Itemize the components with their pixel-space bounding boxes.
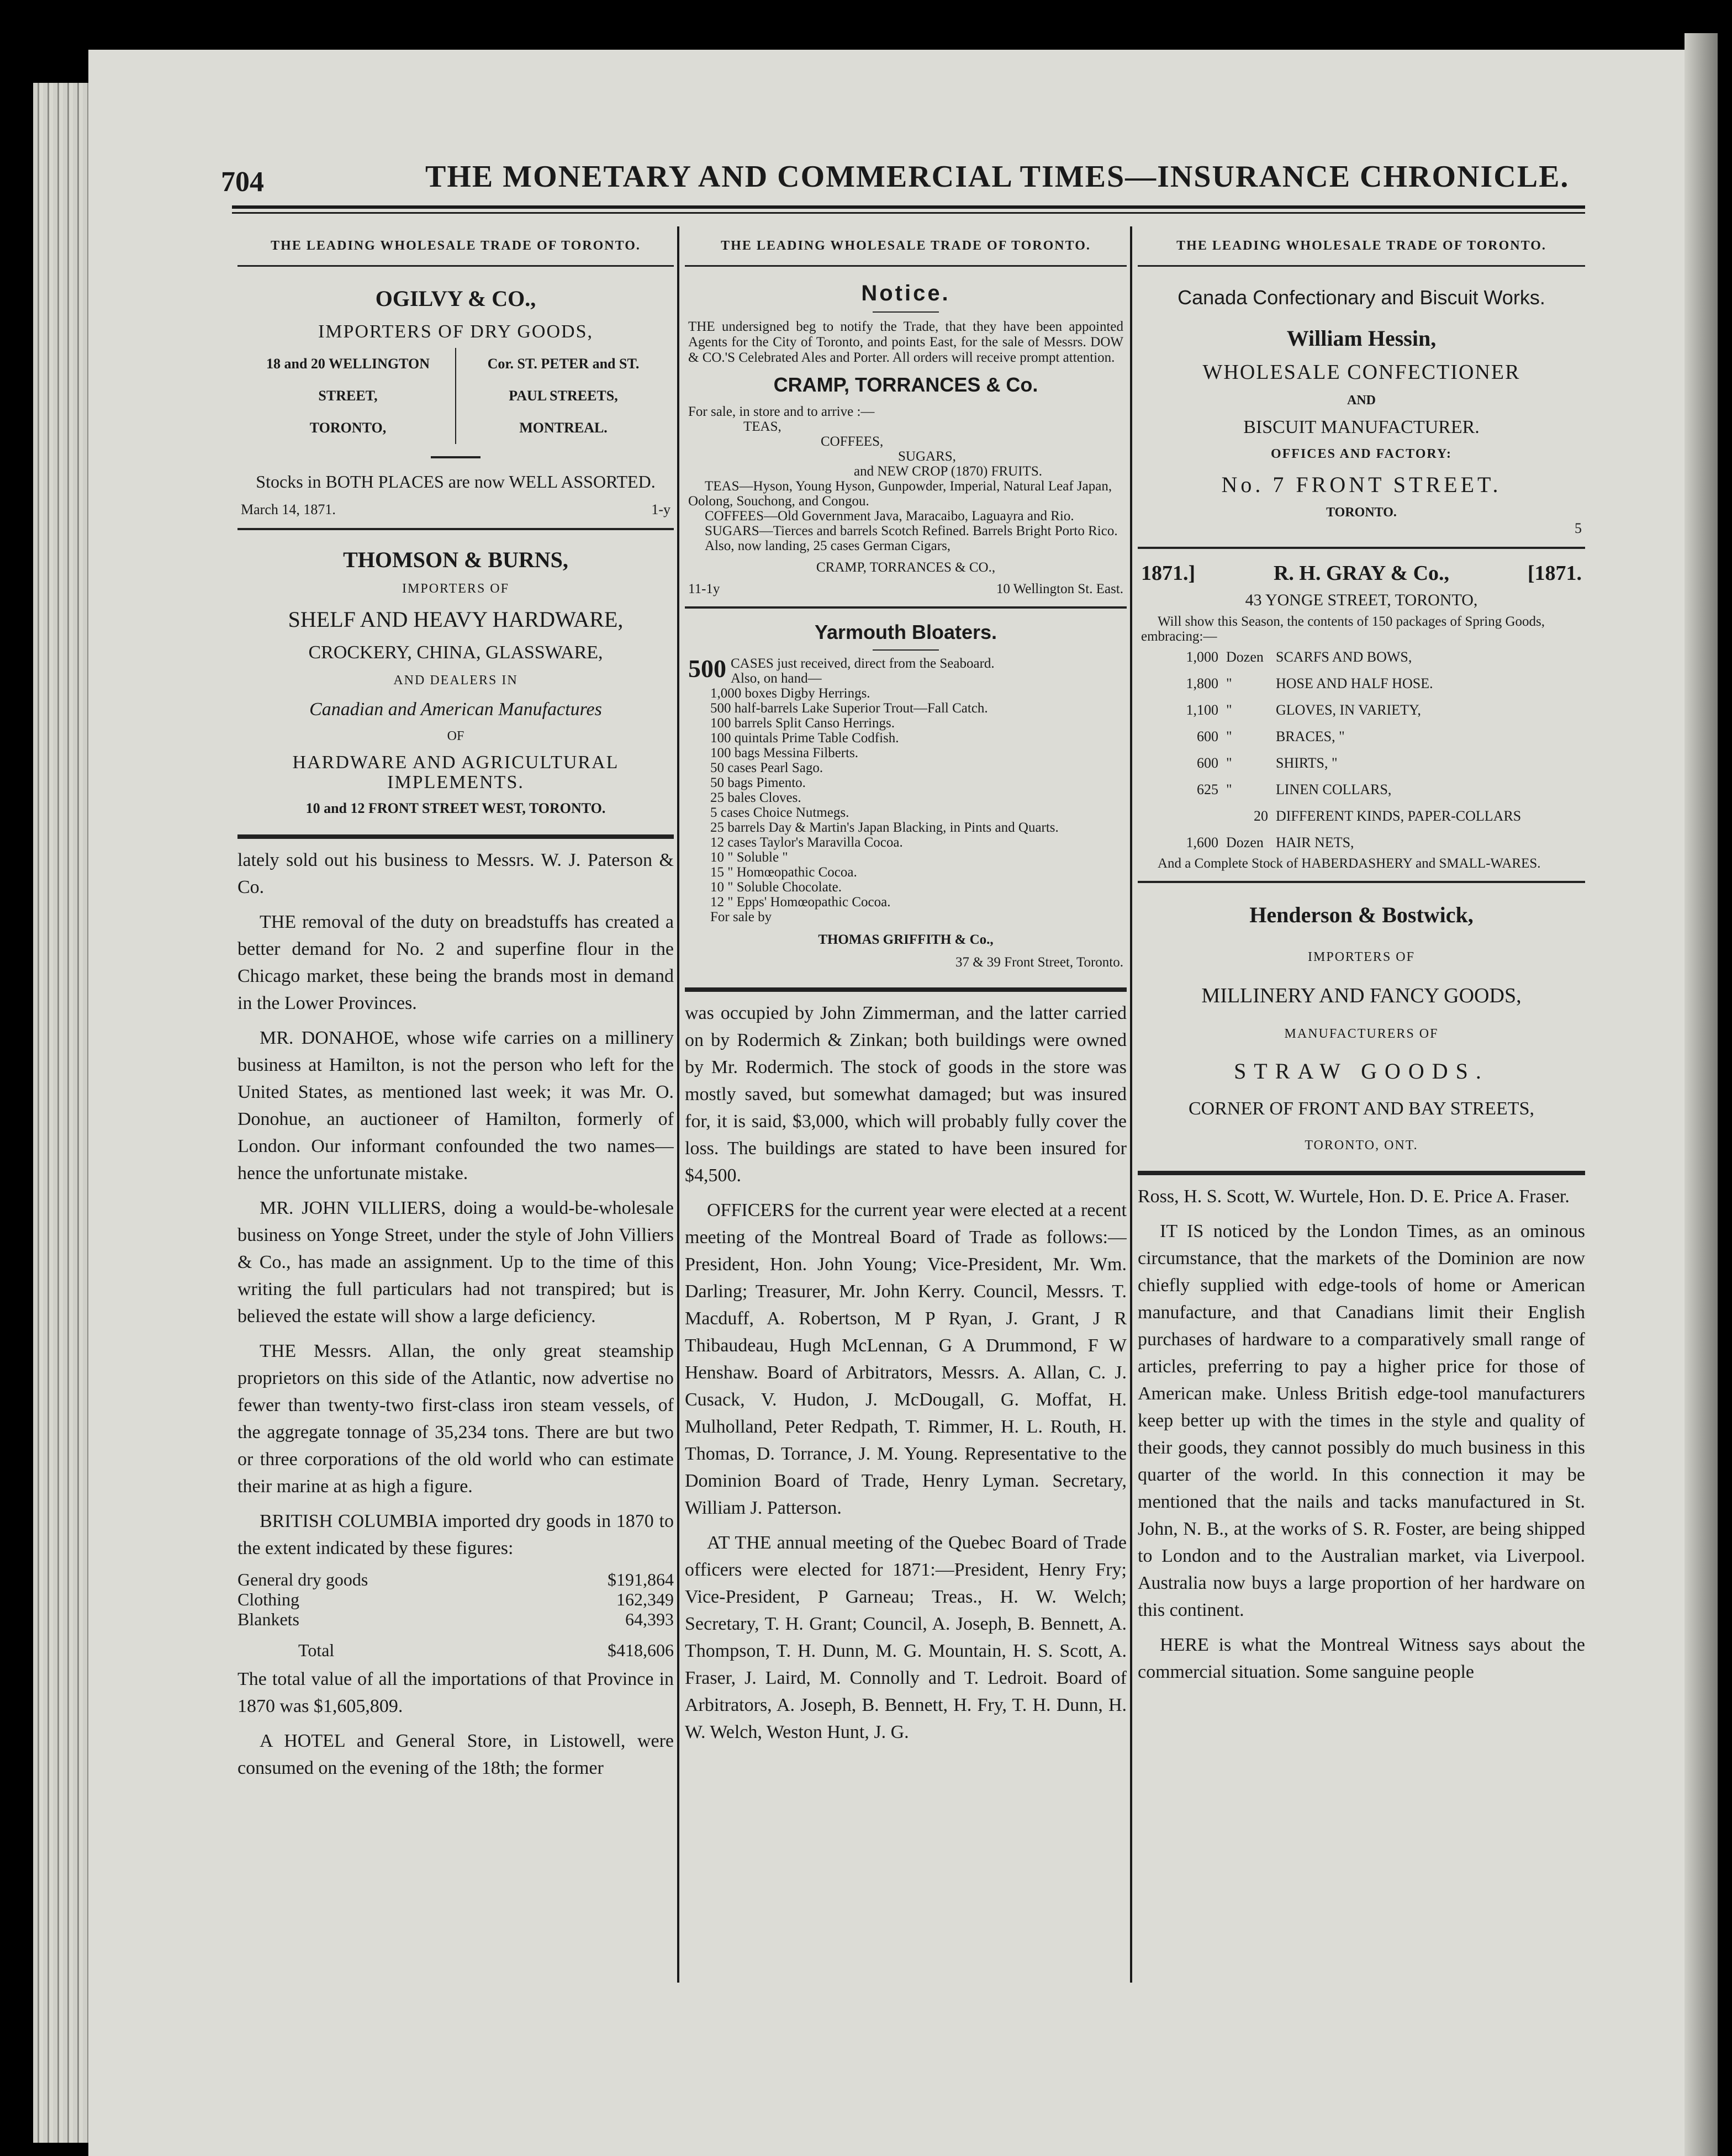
- imports-total-value: $418,606: [608, 1640, 674, 1660]
- bloaters-items-more: [688, 686, 1123, 924]
- hessin-code: 5: [1575, 520, 1582, 536]
- paragraph: lately sold out his business to Messrs. W. J. Paterson & Co.: [237, 850, 674, 897]
- list-item: 10 " Soluble ": [710, 850, 788, 865]
- address-line: Cor. ST. PETER and ST.: [487, 356, 640, 372]
- item-name: SCARFS AND BOWS,: [1276, 649, 1412, 665]
- gray-address: 43 YONGE STREET, TORONTO,: [1245, 591, 1478, 609]
- news-column-left-closing: [237, 1666, 674, 1782]
- list-item: 15 " Homœopathic Cocoa.: [710, 865, 857, 880]
- address-line: STREET,: [318, 388, 378, 404]
- item-name: SHIRTS, ": [1276, 755, 1338, 771]
- thomson-line2: SHELF AND HEAVY HARDWARE,: [288, 607, 624, 632]
- list-item: [1141, 750, 1582, 776]
- column-middle: [685, 226, 1127, 1983]
- header-rule-thin: [232, 212, 1585, 214]
- ogilvy-date-row: [241, 501, 670, 518]
- divider: [873, 649, 939, 651]
- bloaters-title: Yarmouth Bloaters.: [814, 621, 997, 643]
- bloaters-address: 37 & 39 Front Street, Toronto.: [955, 955, 1123, 970]
- list-item: [1141, 644, 1582, 670]
- item-qty: 1,000: [1186, 649, 1218, 665]
- imports-total-row: [237, 1640, 674, 1660]
- news-column-middle: [685, 1000, 1127, 1746]
- notice-code: 11-1y: [688, 582, 720, 596]
- paragraph: THE Messrs. Allan, the only great steamship proprietors on this side of the Atlantic, now advertise no fewer than twenty-two first-class iron steam vessels, of the aggregate tonnage of 35,234 tons. There are but two or three corporations of the old world who can estimate their marine at as high a figure.: [237, 1341, 674, 1497]
- hessin-ad: [1138, 267, 1585, 547]
- paragraph: OFFICERS for the current year were elected at a recent meeting of the Montreal Board of Trade as follows:—President, Hon. John Young; Vice-President, Mr. Wm. Darling; Treasurer, Mr. John Kerry. Council, Messrs. T. Macduff, A. Robertson, M P Ryan, J. Grant, J R Thibaudeau, Hugh McLennan, G A Drummond, F W Henshaw. Board of Arbitrators, Messrs. A. Allan, C. J. Cusack, V. Hudon, J. McDougall, G. Moffat, H. Mulholland, Peter Redpath, T. Rimmer, H. L. Routh, H. Thomas, D. Torrance, J. M. Young. Representative to the Dominion Board of Trade, Henry Lyman. Secretary, William J. Patterson.: [685, 1200, 1127, 1518]
- item-unit: ": [1226, 702, 1232, 718]
- list-item: 25 barrels Day & Martin's Japan Blacking, in Pints and Quarts.: [710, 820, 1059, 835]
- thomson-line1: IMPORTERS OF: [402, 582, 509, 596]
- item-unit: Dozen: [1226, 649, 1264, 665]
- list-item: COFFEES—Old Government Java, Maracaibo, Laguayra and Rio.: [705, 509, 1074, 524]
- section-rule: [1138, 1171, 1585, 1175]
- notice-title: Notice.: [861, 281, 951, 305]
- hessin-line3: AND: [1347, 393, 1376, 408]
- address-line: TORONTO,: [309, 420, 387, 436]
- section-rule: [685, 987, 1127, 992]
- henderson-line1: IMPORTERS OF: [1308, 950, 1415, 964]
- ad-section-header: THE LEADING WHOLESALE TRADE OF TORONTO.: [237, 226, 674, 267]
- item-unit: Dozen: [1226, 834, 1264, 850]
- list-item: For sale by: [710, 910, 772, 924]
- item-qty: 625: [1197, 781, 1218, 797]
- list-item: 100 barrels Split Canso Herrings.: [710, 716, 895, 731]
- section-rule: [237, 834, 674, 839]
- gray-name: R. H. GRAY & Co.,: [1273, 562, 1450, 585]
- item-qty: 20: [1254, 808, 1268, 824]
- item-qty: 1,100: [1186, 702, 1218, 718]
- henderson-line3: MANUFACTURERS OF: [1284, 1027, 1439, 1041]
- ogilvy-date: March 14, 1871.: [241, 501, 336, 517]
- bloaters-firm: THOMAS GRIFFITH & Co.,: [818, 932, 994, 947]
- item-unit: ": [1226, 675, 1232, 691]
- list-item: [1141, 723, 1582, 750]
- list-item: 50 bags Pimento.: [710, 775, 806, 790]
- gray-closing: And a Complete Stock of HABERDASHERY and SMALL-WARES.: [1158, 856, 1541, 871]
- list-item: COFFEES,: [821, 434, 884, 449]
- paragraph: The total value of all the importations of that Province in 1870 was $1,605,809.: [237, 1669, 674, 1716]
- header-rule: [232, 205, 1585, 209]
- news-column-right: [1138, 1183, 1585, 1685]
- gray-heading: [1141, 561, 1582, 585]
- column-left: [237, 226, 674, 1983]
- ogilvy-stock-note: Stocks in BOTH PLACES are now WELL ASSORTED.: [256, 472, 656, 492]
- imports-table: [237, 1570, 674, 1660]
- binding-edge: [1685, 33, 1718, 2156]
- list-item: [1141, 697, 1582, 723]
- hessin-address: No. 7 FRONT STREET.: [1221, 472, 1502, 497]
- list-item: [1141, 829, 1582, 856]
- running-title: THE MONETARY AND COMMERCIAL TIMES—INSURANCE CHRONICLE.: [425, 160, 1570, 194]
- imports-label: Clothing: [237, 1589, 300, 1609]
- list-item: 1,000 boxes Digby Herrings.: [710, 686, 870, 701]
- thomson-line3: CROCKERY, CHINA, GLASSWARE,: [308, 642, 603, 663]
- list-item: [1141, 670, 1582, 697]
- list-item: Also, now landing, 25 cases German Cigars,: [705, 538, 951, 553]
- imports-row: [237, 1570, 674, 1589]
- thomson-line7: HARDWARE AND AGRICULTURAL IMPLEMENTS.: [292, 752, 619, 792]
- notice-footer: [688, 582, 1123, 596]
- list-item: 100 quintals Prime Table Codfish.: [710, 731, 899, 746]
- notice-list: [688, 404, 1123, 553]
- list-item: 12 cases Taylor's Maravilla Cocoa.: [710, 835, 903, 850]
- paragraph: IT IS noticed by the London Times, as an ominous circumstance, that the markets of the Dominion are now chiefly supplied with edge-tools of home or American manufacture, and that Canadians limit their English purchases of hardware to a comparatively small range of articles, preferring to pay a higher price for those of American make. Unless British edge-tool manufacturers keep better up with the times in the style and quality of their goods, they cannot possibly do much business in this quarter of the world. In this connection it may be mentioned that the nails and tacks manufactured in St. John, N. B., at the works of S. R. Foster, are being shipped to London and to the Australian market, via Liverpool. Australia now buys a large proportion of her hardware on this continent.: [1138, 1221, 1585, 1620]
- page-header: [221, 155, 1591, 204]
- list-item: 50 cases Pearl Sago.: [710, 760, 823, 775]
- list-item: TEAS,: [743, 419, 781, 434]
- paragraph: A HOTEL and General Store, in Listowell, were consumed on the evening of the 18th; the former: [237, 1731, 674, 1778]
- ogilvy-code: 1-y: [651, 501, 670, 517]
- address-line: 18 and 20 WELLINGTON: [266, 356, 430, 372]
- bloaters-qty: 500: [688, 654, 726, 683]
- bloaters-ad: [685, 609, 1127, 980]
- column-divider-2: [1130, 226, 1132, 1983]
- paragraph: was occupied by John Zimmerman, and the latter carried on by Rodermich & Zinkan; both buildings were owned by Mr. Rodermich. The stock of goods in the store was mostly saved, but somewhat damaged; but was insured for, it is said, $3,000, which will probably fully cover the loss. The buildings are stated to have been insured for $4,500.: [685, 1003, 1127, 1186]
- column-divider-1: [677, 226, 679, 1983]
- item-name: LINEN COLLARS,: [1276, 781, 1392, 797]
- henderson-ad: [1138, 883, 1585, 1163]
- ogilvy-address-montreal: [456, 348, 670, 444]
- item-qty: 1,600: [1186, 834, 1218, 850]
- paragraph: MR. DONAHOE, whose wife carries on a millinery business at Hamilton, is not the person who left for the United States, as mentioned last week; it was Mr. O. Donohue, an auctioneer of Hamilton, formerly of London. Our informant confounded the two names—hence the unfortunate mistake.: [237, 1028, 674, 1183]
- item-name: BRACES, ": [1276, 728, 1345, 744]
- thomson-line4: AND DEALERS IN: [393, 673, 518, 688]
- item-name: HAIR NETS,: [1276, 834, 1354, 850]
- list-item: SUGARS,: [898, 449, 956, 464]
- list-item: For sale, in store and to arrive :—: [688, 404, 875, 419]
- gray-year-left: 1871.]: [1141, 562, 1196, 585]
- list-item: 25 bales Cloves.: [710, 790, 801, 805]
- gray-year-right: [1871.: [1527, 562, 1582, 585]
- ogilvy-ad: [237, 267, 674, 528]
- paragraph: HERE is what the Montreal Witness says about the commercial situation. Some sanguine people: [1138, 1635, 1585, 1682]
- list-item: SUGARS—Tierces and barrels Scotch Refined. Barrels Bright Porto Rico.: [705, 524, 1118, 538]
- thomson-address: 10 and 12 FRONT STREET WEST, TORONTO.: [305, 800, 606, 816]
- divider: [873, 311, 939, 313]
- item-name: HOSE AND HALF HOSE.: [1276, 675, 1433, 691]
- list-item: TEAS—Hyson, Young Hyson, Gunpowder, Imperial, Natural Leaf Japan, Oolong, Souchong, and Congou.: [688, 479, 1112, 509]
- imports-value: 64,393: [625, 1609, 674, 1629]
- list-item: [1141, 776, 1582, 803]
- ogilvy-business: IMPORTERS OF DRY GOODS,: [318, 321, 593, 342]
- henderson-city: TORONTO, ONT.: [1305, 1138, 1418, 1153]
- gray-intro: Will show this Season, the contents of 150 packages of Spring Goods, embracing:—: [1141, 614, 1545, 644]
- list-item: [1141, 803, 1582, 829]
- henderson-line2: MILLINERY AND FANCY GOODS,: [1201, 984, 1522, 1007]
- column-right: [1138, 226, 1585, 1983]
- notice-signature: CRAMP, TORRANCES & CO.,: [816, 560, 996, 575]
- list-item: 12 " Epps' Homœopathic Cocoa.: [710, 895, 891, 910]
- henderson-line4: STRAW GOODS.: [1234, 1059, 1489, 1084]
- ogilvy-address-toronto: [241, 348, 456, 444]
- paragraph: THE removal of the duty on breadstuffs has created a better demand for No. 2 and superfine flour in the Chicago market, these being the brands most in demand in the Lower Provinces.: [237, 912, 674, 1013]
- ogilvy-name: OGILVY & CO.,: [375, 286, 536, 311]
- notice-address: 10 Wellington St. East.: [996, 582, 1123, 596]
- address-line: PAUL STREETS,: [509, 388, 618, 404]
- notice-firm: CRAMP, TORRANCES & Co.: [773, 373, 1038, 396]
- item-qty: 1,800: [1186, 675, 1218, 691]
- item-qty: 600: [1197, 728, 1218, 744]
- item-unit: ": [1226, 781, 1232, 797]
- paragraph: BRITISH COLUMBIA imported dry goods in 1870 to the extent indicated by these figures:: [237, 1511, 674, 1558]
- ad-section-header: THE LEADING WHOLESALE TRADE OF TORONTO.: [685, 226, 1127, 267]
- hessin-line1: Canada Confectionary and Biscuit Works.: [1177, 286, 1545, 309]
- notice-text: THE undersigned beg to notify the Trade, that they have been appointed Agents for the City of Toronto, and points East, for the sale of Messrs. DOW & CO.'S Celebrated Ales and Porter. All orders will receive prompt attention.: [688, 319, 1123, 365]
- list-item: 100 bags Messina Filberts.: [710, 746, 859, 760]
- address-line: MONTREAL.: [519, 420, 608, 436]
- imports-total-label: Total: [298, 1640, 335, 1660]
- news-column-left: [237, 847, 674, 1562]
- hessin-line2: WHOLESALE CONFECTIONER: [1202, 361, 1520, 384]
- item-name: GLOVES, IN VARIETY,: [1276, 702, 1421, 718]
- page-number: 704: [221, 166, 264, 198]
- imports-row: [237, 1589, 674, 1609]
- paragraph: Ross, H. S. Scott, W. Wurtele, Hon. D. E. Price A. Fraser.: [1138, 1186, 1570, 1207]
- imports-value: 162,349: [616, 1589, 674, 1609]
- henderson-name: Henderson & Bostwick,: [1249, 902, 1474, 927]
- imports-value: $191,864: [608, 1570, 674, 1589]
- item-unit: ": [1226, 755, 1232, 771]
- thomson-name: THOMSON & BURNS,: [343, 547, 568, 572]
- thomson-burns-ad: [237, 530, 674, 827]
- list-item: Also, on hand—: [731, 671, 822, 686]
- hessin-line4: BISCUIT MANUFACTURER.: [1243, 417, 1480, 437]
- list-item: and NEW CROP (1870) FRUITS.: [854, 464, 1042, 479]
- notice-ad: [685, 267, 1127, 606]
- gray-items: [1141, 644, 1582, 856]
- list-item: 500 half-barrels Lake Superior Trout—Fall Catch.: [710, 701, 988, 716]
- ogilvy-addresses: [241, 348, 670, 444]
- ad-section-header: THE LEADING WHOLESALE TRADE OF TORONTO.: [1138, 226, 1585, 267]
- bloaters-items: [731, 656, 1123, 686]
- thomson-line6: OF: [447, 729, 464, 743]
- item-unit: ": [1226, 728, 1232, 744]
- paragraph: MR. JOHN VILLIERS, doing a would-be-wholesale business on Yonge Street, under the style of John Villiers & Co., has made an assignment. Up to the time of this writing the full particulars had not transpired; but is believed the estate will show a large deficiency.: [237, 1198, 674, 1327]
- divider: [431, 456, 480, 458]
- item-name: DIFFERENT KINDS, PAPER-COLLARS: [1276, 808, 1522, 824]
- list-item: 10 " Soluble Chocolate.: [710, 880, 842, 895]
- hessin-city: TORONTO.: [1326, 505, 1397, 520]
- hessin-line5: OFFICES AND FACTORY:: [1270, 447, 1453, 461]
- imports-row: [237, 1609, 674, 1629]
- thomson-line5: Canadian and American Manufactures: [309, 699, 602, 720]
- gray-ad: [1138, 549, 1585, 881]
- paragraph: AT THE annual meeting of the Quebec Board of Trade officers were elected for 1871:—President, Henry Fry; Vice-President, P Garneau; Treas., H. W. Welch; Secretary, T. H. Grant; Council, A. Joseph, B. Bennett, A. Thompson, T. H. Dunn, M. G. Mountain, H. S. Scott, A. Fraser, J. Laird, M. Connolly and T. Ledroit. Board of Arbitrators, A. Joseph, B. Bennett, H. Fry, T. H. Dunn, H. W. Welch, Weston Hunt, J. G.: [685, 1533, 1127, 1742]
- hessin-name: William Hessin,: [1286, 326, 1437, 351]
- imports-label: Blankets: [237, 1609, 299, 1629]
- item-qty: 600: [1197, 755, 1218, 771]
- list-item: 5 cases Choice Nutmegs.: [710, 805, 849, 820]
- bloaters-list: [688, 656, 1123, 686]
- henderson-line5: CORNER OF FRONT AND BAY STREETS,: [1189, 1098, 1534, 1119]
- imports-label: General dry goods: [237, 1570, 368, 1589]
- list-item: CASES just received, direct from the Seaboard.: [731, 656, 995, 671]
